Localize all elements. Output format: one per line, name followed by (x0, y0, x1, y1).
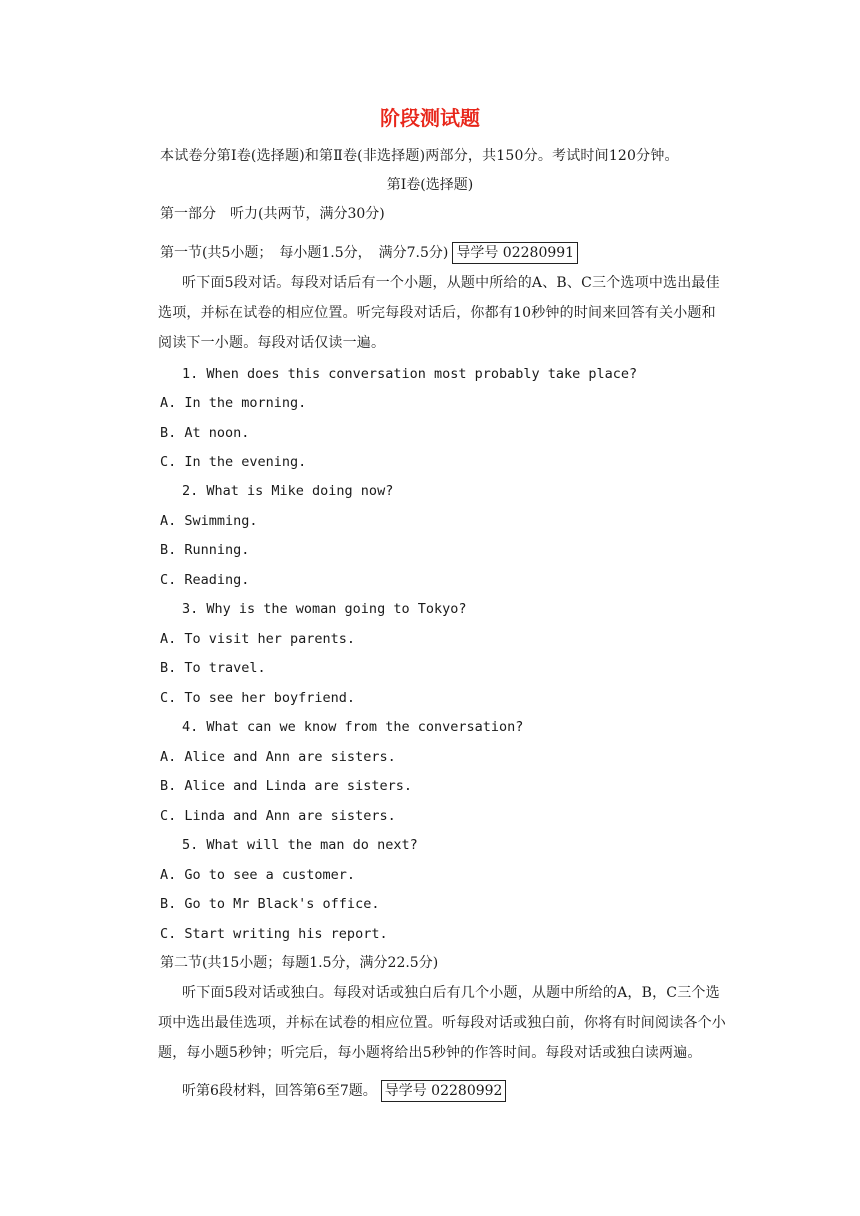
option: C. To see her boyfriend. (160, 690, 356, 706)
option: A. Alice and Ann are sisters. (160, 749, 396, 765)
section2-instruction-line: 题，每小题5秒钟；听完后，每小题将给出5秒钟的作答时间。每段对话或独白读两遍。 (158, 1045, 702, 1061)
intro-text: 本试卷分第Ⅰ卷(选择题)和第Ⅱ卷(非选择题)两部分，共150分。考试时间120分钟。 (160, 148, 679, 164)
guide-number-box: 导学号 02280991 (452, 242, 578, 264)
section2-instruction-line: 听下面5段对话或独白。每段对话或独白后有几个小题，从题中所给的A，B，C三个选 (182, 985, 720, 1001)
option: C. Start writing his report. (160, 926, 388, 942)
section1-heading-row (0, 242, 860, 264)
section1-instruction-line: 听下面5段对话。每段对话后有一个小题，从题中所给的A、B、C三个选项中选出最佳 (182, 275, 720, 291)
question-3: 3. Why is the woman going to Tokyo? (182, 601, 467, 617)
section1-heading: 第一节(共5小题； 每小题1.5分， 满分7.5分) (160, 245, 449, 261)
section2-heading: 第二节(共15小题；每题1.5分，满分22.5分) (160, 955, 439, 971)
page-title: 阶段测试题 (380, 106, 480, 130)
material-row (0, 1080, 860, 1102)
option: C. In the evening. (160, 454, 307, 470)
section2-instruction-line: 项中选出最佳选项，并标在试卷的相应位置。听每段对话或独白前，你将有时间阅读各个小 (158, 1015, 726, 1031)
option: C. Linda and Ann are sisters. (160, 808, 396, 824)
guide-number-box: 导学号 02280992 (381, 1080, 507, 1102)
option: B. To travel. (160, 660, 266, 676)
option: B. At noon. (160, 425, 250, 441)
option: A. In the morning. (160, 395, 307, 411)
question-2: 2. What is Mike doing now? (182, 483, 394, 499)
material-prompt: 听第6段材料，回答第6至7题。 (182, 1083, 377, 1099)
section1-instruction-line: 阅读下一小题。每段对话仅读一遍。 (158, 335, 386, 351)
question-1: 1. When does this conversation most probably take place? (182, 366, 638, 382)
option: B. Alice and Linda are sisters. (160, 778, 412, 794)
option: A. Go to see a customer. (160, 867, 356, 883)
option: C. Reading. (160, 572, 250, 588)
question-5: 5. What will the man do next? (182, 837, 418, 853)
part-heading: 第一部分 听力(共两节，满分30分) (160, 206, 385, 222)
section1-instruction-line: 选项，并标在试卷的相应位置。听完每段对话后，你都有10秒钟的时间来回答有关小题和 (158, 305, 716, 321)
option: B. Running. (160, 542, 250, 558)
question-4: 4. What can we know from the conversation? (182, 719, 524, 735)
option: B. Go to Mr Black's office. (160, 896, 380, 912)
volume-heading: 第Ⅰ卷(选择题) (386, 177, 474, 193)
option: A. Swimming. (160, 513, 258, 529)
option: A. To visit her parents. (160, 631, 356, 647)
